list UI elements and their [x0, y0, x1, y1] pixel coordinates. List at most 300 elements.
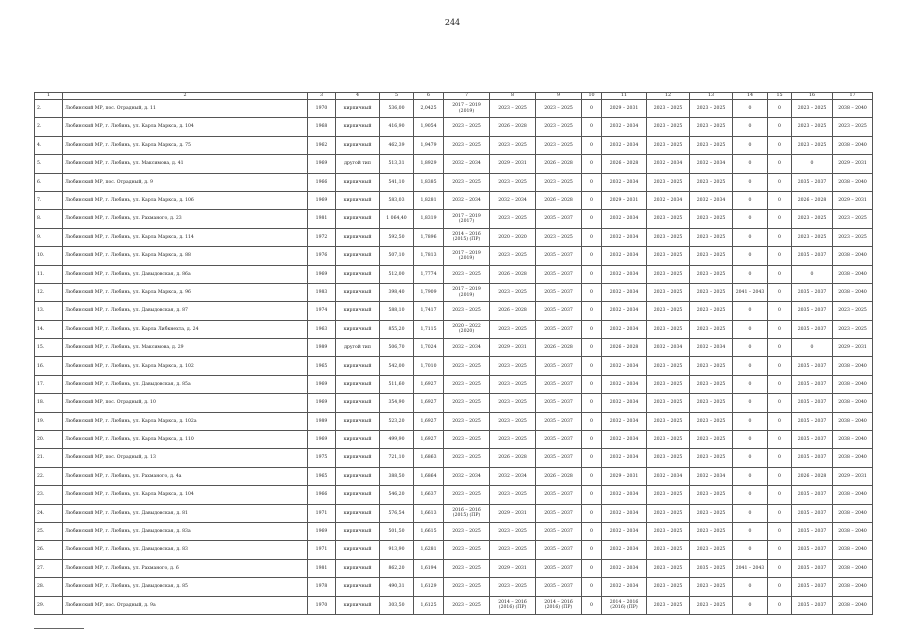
- table-cell: 22.: [35, 467, 63, 485]
- table-cell: 1981: [308, 210, 336, 228]
- table-row: [35, 228, 873, 246]
- table-cell: 2029 – 2031: [833, 191, 873, 209]
- table-cell: 1,7115: [414, 320, 444, 338]
- table-cell: 2032 – 2034: [647, 191, 690, 209]
- table-cell: 462,39: [380, 136, 414, 154]
- table-cell: 2023 – 2025: [647, 302, 690, 320]
- table-cell: 2029 – 2031: [602, 100, 647, 118]
- table-cell: 2014 – 2016 (2016) (ПР): [490, 596, 536, 614]
- table-cell: 2023 – 2025: [792, 100, 833, 118]
- table-cell: 17.: [35, 375, 63, 393]
- table-cell: 2038 – 2040: [833, 596, 873, 614]
- table-cell: 0: [768, 320, 792, 338]
- table-row: [35, 522, 873, 540]
- table-cell: 2038 – 2040: [833, 394, 873, 412]
- table-cell: Любинский МР, г. Любинь, ул. Давыдовская, д. 83а: [63, 522, 308, 540]
- table-cell: 2023 – 2025: [444, 265, 490, 283]
- table-row: [35, 302, 873, 320]
- table-cell: кирпичный: [336, 320, 380, 338]
- table-cell: 2023 – 2025: [647, 504, 690, 522]
- table-cell: Любинский МР, пос. Отрадный, д. 10: [63, 394, 308, 412]
- table-cell: кирпичный: [336, 118, 380, 136]
- table-cell: 2032 – 2034: [602, 118, 647, 136]
- table-cell: 536,00: [380, 100, 414, 118]
- table-cell: 2032 – 2034: [602, 559, 647, 577]
- table-cell: 2032 – 2034: [602, 431, 647, 449]
- table-cell: 0: [582, 578, 602, 596]
- table-cell: 0: [582, 302, 602, 320]
- table-cell: 2023 – 2025: [690, 412, 733, 430]
- table-cell: 2023 – 2025: [444, 596, 490, 614]
- table-cell: 1,8929: [414, 155, 444, 173]
- column-number-cell: 3: [308, 93, 336, 100]
- table-cell: 2017 – 2019 (2019): [444, 100, 490, 118]
- table-cell: 0: [582, 283, 602, 301]
- table-cell: 913,90: [380, 541, 414, 559]
- table-cell: 0: [582, 155, 602, 173]
- table-cell: 2035 – 2037: [536, 357, 582, 375]
- table-cell: 1965: [308, 467, 336, 485]
- table-cell: 2023 – 2025: [444, 302, 490, 320]
- table-cell: 0: [768, 155, 792, 173]
- table-cell: 0: [768, 191, 792, 209]
- table-cell: 2035 – 2037: [536, 449, 582, 467]
- table-cell: 1966: [308, 486, 336, 504]
- table-cell: 0: [768, 173, 792, 191]
- table-cell: 2032 – 2034: [602, 265, 647, 283]
- table-cell: 0: [582, 357, 602, 375]
- table-cell: 2032 – 2034: [690, 339, 733, 357]
- table-cell: 2023 – 2025: [690, 522, 733, 540]
- table-cell: 490,31: [380, 578, 414, 596]
- table-cell: 1976: [308, 247, 336, 265]
- table-cell: 2038 – 2040: [833, 486, 873, 504]
- table-cell: кирпичный: [336, 394, 380, 412]
- table-cell: 0: [768, 504, 792, 522]
- table-cell: кирпичный: [336, 412, 380, 430]
- table-cell: 2035 – 2037: [792, 394, 833, 412]
- table-cell: Любинский МР, г. Любинь, ул. Карла Маркса, д. 104: [63, 486, 308, 504]
- table-cell: 2023 – 2025: [490, 412, 536, 430]
- table-cell: 2023 – 2025: [444, 375, 490, 393]
- table-cell: 2023 – 2025: [536, 100, 582, 118]
- table-cell: 0: [582, 173, 602, 191]
- table-cell: 2032 – 2034: [602, 449, 647, 467]
- table-cell: 583,03: [380, 191, 414, 209]
- table-cell: 2023 – 2025: [647, 431, 690, 449]
- table-row: [35, 357, 873, 375]
- table-cell: 2038 – 2040: [833, 522, 873, 540]
- table-cell: 1 064,40: [380, 210, 414, 228]
- table-cell: 0: [792, 155, 833, 173]
- table-cell: 0: [582, 431, 602, 449]
- table-cell: 2023 – 2025: [444, 541, 490, 559]
- table-cell: 2029 – 2031: [602, 467, 647, 485]
- table-cell: 2035 – 2037: [536, 265, 582, 283]
- table-cell: 2014 – 2016 (2016) (ПР): [602, 596, 647, 614]
- column-number-cell: 10: [582, 93, 602, 100]
- table-cell: 2035 – 2037: [792, 596, 833, 614]
- table-cell: 2020 – 2022 (2020): [444, 320, 490, 338]
- table-cell: 1,6194: [414, 559, 444, 577]
- table-cell: 0: [768, 541, 792, 559]
- table-cell: 2026 – 2028: [490, 449, 536, 467]
- table-row: [35, 155, 873, 173]
- table-cell: 513,31: [380, 155, 414, 173]
- table-cell: 0: [733, 155, 768, 173]
- table-cell: 0: [768, 375, 792, 393]
- table-cell: 1968: [308, 118, 336, 136]
- table-cell: 2032 – 2034: [602, 394, 647, 412]
- table-cell: 2,0425: [414, 100, 444, 118]
- table-cell: кирпичный: [336, 302, 380, 320]
- table-cell: 506,70: [380, 339, 414, 357]
- table-cell: 0: [582, 449, 602, 467]
- table-row: [35, 467, 873, 485]
- table-cell: 2038 – 2040: [833, 431, 873, 449]
- table-cell: кирпичный: [336, 265, 380, 283]
- table-cell: 1,7010: [414, 357, 444, 375]
- table-cell: 0: [733, 118, 768, 136]
- table-cell: 2023 – 2025: [444, 449, 490, 467]
- table-cell: 0: [733, 578, 768, 596]
- housing-register-table: [34, 92, 873, 615]
- table-cell: 2023 – 2025: [444, 578, 490, 596]
- table-cell: 2023 – 2025: [690, 486, 733, 504]
- table-cell: 2032 – 2034: [647, 339, 690, 357]
- table-cell: 10.: [35, 247, 63, 265]
- table-cell: 0: [733, 191, 768, 209]
- table-cell: 2032 – 2034: [602, 541, 647, 559]
- table-cell: Любинский МР, г. Любинь, ул. Карла Маркса, д. 104: [63, 118, 308, 136]
- table-cell: 1,6927: [414, 375, 444, 393]
- table-cell: 1983: [308, 283, 336, 301]
- table-cell: 2035 – 2037: [792, 559, 833, 577]
- table-cell: 0: [733, 302, 768, 320]
- table-cell: 0: [768, 247, 792, 265]
- table-cell: 2026 – 2028: [792, 467, 833, 485]
- table-cell: 2026 – 2028: [602, 155, 647, 173]
- table-cell: 1,7909: [414, 283, 444, 301]
- table-cell: 2023 – 2025: [444, 412, 490, 430]
- table-cell: 1975: [308, 449, 336, 467]
- table-cell: 862,20: [380, 559, 414, 577]
- table-cell: 0: [733, 100, 768, 118]
- table-cell: кирпичный: [336, 375, 380, 393]
- table-cell: 2023 – 2025: [690, 596, 733, 614]
- table-cell: кирпичный: [336, 210, 380, 228]
- column-number-cell: 13: [690, 93, 733, 100]
- table-cell: 0: [792, 265, 833, 283]
- table-cell: 6.: [35, 173, 63, 191]
- table-cell: 2038 – 2040: [833, 412, 873, 430]
- table-cell: 2026 – 2028: [536, 467, 582, 485]
- table-cell: 2023 – 2025: [444, 357, 490, 375]
- table-cell: 2035 – 2037: [536, 431, 582, 449]
- table-cell: 0: [768, 522, 792, 540]
- table-cell: 2023 – 2025: [490, 522, 536, 540]
- table-cell: 2.: [35, 118, 63, 136]
- table-cell: 1989: [308, 339, 336, 357]
- table-cell: 2023 – 2025: [647, 541, 690, 559]
- table-cell: 2038 – 2040: [833, 265, 873, 283]
- table-cell: 2023 – 2025: [833, 210, 873, 228]
- table-cell: 2032 – 2034: [602, 412, 647, 430]
- table-cell: Любинский МР, г. Любинь, ул. Давыдовская, д. 85: [63, 578, 308, 596]
- table-cell: 1969: [308, 155, 336, 173]
- table-cell: 2032 – 2034: [490, 191, 536, 209]
- table-cell: 2041 – 2043: [733, 559, 768, 577]
- table-cell: 2041 – 2043: [733, 283, 768, 301]
- table-cell: 2023 – 2025: [490, 431, 536, 449]
- table-cell: 2023 – 2025: [490, 357, 536, 375]
- column-number-cell: 17: [833, 93, 873, 100]
- table-cell: Любинский МР, г. Любинь, ул. Карла Маркса, д. 106: [63, 191, 308, 209]
- table-cell: 2023 – 2025: [792, 136, 833, 154]
- table-cell: Любинский МР, пос. Отрадный, д. 13: [63, 449, 308, 467]
- table-row: [35, 100, 873, 118]
- table-cell: 0: [582, 247, 602, 265]
- table-cell: 9.: [35, 228, 63, 246]
- table-cell: 2023 – 2025: [536, 136, 582, 154]
- table-cell: 19.: [35, 412, 63, 430]
- table-cell: 2035 – 2037: [792, 320, 833, 338]
- table-cell: 0: [768, 228, 792, 246]
- table-cell: 0: [733, 504, 768, 522]
- table-cell: 2029 – 2031: [602, 191, 647, 209]
- table-cell: 0: [582, 467, 602, 485]
- table-row: [35, 339, 873, 357]
- table-cell: Любинский МР, пос. Отрадный, д. 9: [63, 173, 308, 191]
- table-cell: 8.: [35, 210, 63, 228]
- table-cell: 2023 – 2025: [690, 578, 733, 596]
- table-cell: 2.: [35, 100, 63, 118]
- table-cell: 2035 – 2037: [536, 541, 582, 559]
- table-cell: 0: [733, 486, 768, 504]
- table-cell: кирпичный: [336, 596, 380, 614]
- table-cell: 2026 – 2028: [602, 339, 647, 357]
- table-cell: кирпичный: [336, 504, 380, 522]
- table-cell: 2023 – 2025: [690, 283, 733, 301]
- table-cell: 546,20: [380, 486, 414, 504]
- table-cell: Любинский МР, г. Любинь, ул. Максимова, д. 29: [63, 339, 308, 357]
- table-cell: 1969: [308, 265, 336, 283]
- table-cell: кирпичный: [336, 357, 380, 375]
- table-cell: 0: [582, 412, 602, 430]
- table-cell: 2032 – 2034: [602, 136, 647, 154]
- table-row: [35, 173, 873, 191]
- table-cell: 2035 – 2037: [792, 375, 833, 393]
- table-cell: Любинский МР, г. Любинь, ул. Карла Маркса, д. 75: [63, 136, 308, 154]
- table-cell: 2038 – 2040: [833, 357, 873, 375]
- table-cell: другой тип: [336, 339, 380, 357]
- table-cell: 2038 – 2040: [833, 247, 873, 265]
- table-cell: 0: [768, 265, 792, 283]
- table-cell: 2023 – 2025: [490, 247, 536, 265]
- table-cell: 1,7774: [414, 265, 444, 283]
- table-cell: 2023 – 2025: [833, 118, 873, 136]
- table-cell: 2032 – 2034: [602, 320, 647, 338]
- table-cell: Любинский МР, пос. Отрадный, д. 9а: [63, 596, 308, 614]
- table-cell: 20.: [35, 431, 63, 449]
- table-cell: 13.: [35, 302, 63, 320]
- table-cell: 1969: [308, 375, 336, 393]
- table-cell: 2023 – 2025: [690, 394, 733, 412]
- table-cell: Любинский МР, г. Любинь, ул. Карла Маркса, д. 114: [63, 228, 308, 246]
- table-cell: 2032 – 2034: [647, 467, 690, 485]
- table-cell: 2023 – 2025: [490, 136, 536, 154]
- table-cell: 1978: [308, 578, 336, 596]
- table-cell: 2032 – 2034: [602, 522, 647, 540]
- table-cell: 0: [582, 191, 602, 209]
- table-cell: 1969: [308, 191, 336, 209]
- table-cell: 2032 – 2034: [690, 467, 733, 485]
- column-number-cell: 8: [490, 93, 536, 100]
- table-cell: кирпичный: [336, 136, 380, 154]
- table-cell: 2032 – 2034: [602, 283, 647, 301]
- table-cell: 1966: [308, 173, 336, 191]
- table-cell: 0: [582, 596, 602, 614]
- table-cell: 2035 – 2037: [536, 486, 582, 504]
- table-cell: 2016 – 2016 (2015) (ПР): [444, 504, 490, 522]
- table-cell: 2026 – 2028: [536, 339, 582, 357]
- table-row: [35, 136, 873, 154]
- table-cell: 855,20: [380, 320, 414, 338]
- table-row: [35, 559, 873, 577]
- table-cell: 2023 – 2025: [647, 522, 690, 540]
- table-cell: Любинский МР, г. Любинь, ул. Рахманого, д. 4а: [63, 467, 308, 485]
- table-cell: 0: [582, 118, 602, 136]
- table-cell: 2023 – 2025: [690, 265, 733, 283]
- table-cell: 2032 – 2034: [444, 339, 490, 357]
- table-cell: 2032 – 2034: [602, 375, 647, 393]
- table-cell: Любинский МР, г. Любинь, ул. Давыдовская, д. 86а: [63, 265, 308, 283]
- table-cell: 0: [733, 431, 768, 449]
- table-row: [35, 118, 873, 136]
- table-cell: 2023 – 2025: [536, 118, 582, 136]
- table-cell: 2038 – 2040: [833, 449, 873, 467]
- table-cell: Любинский МР, г. Любинь, ул. Карла Либкнехта, д. 24: [63, 320, 308, 338]
- table-cell: Любинский МР, пос. Отрадный, д. 11: [63, 100, 308, 118]
- table-cell: 1981: [308, 559, 336, 577]
- table-cell: 1,6927: [414, 394, 444, 412]
- footnote-line: [34, 628, 84, 629]
- table-cell: 592,50: [380, 228, 414, 246]
- table-cell: 0: [582, 486, 602, 504]
- table-cell: 0: [733, 210, 768, 228]
- table-cell: 18.: [35, 394, 63, 412]
- table-row: [35, 320, 873, 338]
- table-cell: 2023 – 2025: [690, 431, 733, 449]
- table-cell: 2032 – 2034: [602, 247, 647, 265]
- column-number-cell: 5: [380, 93, 414, 100]
- table-cell: 0: [582, 339, 602, 357]
- table-cell: 542,00: [380, 357, 414, 375]
- table-cell: кирпичный: [336, 100, 380, 118]
- table-cell: 2038 – 2040: [833, 100, 873, 118]
- table-cell: 2035 – 2037: [536, 302, 582, 320]
- page-number: 244: [444, 18, 461, 27]
- table-cell: Любинский МР, г. Любинь, ул. Давыдовская, д. 81: [63, 504, 308, 522]
- table-cell: 2023 – 2025: [444, 118, 490, 136]
- table-cell: 16.: [35, 357, 63, 375]
- table-cell: 2023 – 2025: [647, 559, 690, 577]
- column-number-cell: 4: [336, 93, 380, 100]
- table-cell: 2023 – 2025: [444, 559, 490, 577]
- table-cell: Любинский МР, г. Любинь, ул. Карла Маркса, д. 102а: [63, 412, 308, 430]
- table-cell: Любинский МР, г. Любинь, ул. Карла Маркса, д. 96: [63, 283, 308, 301]
- table-cell: кирпичный: [336, 522, 380, 540]
- table-cell: 28.: [35, 578, 63, 596]
- table-cell: кирпичный: [336, 486, 380, 504]
- table-cell: 1969: [308, 394, 336, 412]
- table-cell: 2029 – 2031: [490, 504, 536, 522]
- table-cell: 2023 – 2025: [444, 431, 490, 449]
- table-cell: 499,90: [380, 431, 414, 449]
- table-cell: 2026 – 2028: [490, 265, 536, 283]
- table-cell: 2023 – 2025: [647, 578, 690, 596]
- table-cell: 2023 – 2025: [444, 173, 490, 191]
- table-cell: 2035 – 2037: [536, 210, 582, 228]
- table-cell: 2023 – 2025: [490, 375, 536, 393]
- table-cell: 1,7896: [414, 228, 444, 246]
- table-cell: 1,6281: [414, 541, 444, 559]
- table-cell: 2035 – 2037: [792, 412, 833, 430]
- column-number-cell: 15: [768, 93, 792, 100]
- table-cell: 2023 – 2025: [690, 302, 733, 320]
- table-cell: 2035 – 2037: [536, 522, 582, 540]
- table-cell: кирпичный: [336, 578, 380, 596]
- column-number-row: [35, 93, 873, 100]
- table-cell: 0: [733, 467, 768, 485]
- table-cell: 1,9479: [414, 136, 444, 154]
- table-cell: 1971: [308, 541, 336, 559]
- table-cell: 2032 – 2034: [602, 578, 647, 596]
- table-cell: 0: [582, 541, 602, 559]
- table-cell: 2035 – 2037: [536, 320, 582, 338]
- table-cell: 0: [733, 375, 768, 393]
- table-cell: 0: [733, 339, 768, 357]
- table-cell: 398,40: [380, 283, 414, 301]
- table-cell: 541,10: [380, 173, 414, 191]
- table-cell: 4.: [35, 136, 63, 154]
- table-row: [35, 412, 873, 430]
- table-cell: 2017 – 2019 (2017): [444, 210, 490, 228]
- table-cell: 11.: [35, 265, 63, 283]
- table-cell: 2038 – 2040: [833, 541, 873, 559]
- table-cell: 2035 – 2037: [792, 486, 833, 504]
- table-cell: 2023 – 2025: [444, 394, 490, 412]
- table-cell: 2035 – 2037: [536, 394, 582, 412]
- table-cell: 2023 – 2025: [647, 118, 690, 136]
- table-cell: 588,10: [380, 302, 414, 320]
- table-cell: 2023 – 2025: [647, 486, 690, 504]
- table-cell: 27.: [35, 559, 63, 577]
- table-cell: 1,6864: [414, 467, 444, 485]
- table-cell: 2035 – 2037: [536, 247, 582, 265]
- table-cell: 25.: [35, 522, 63, 540]
- table-cell: Любинский МР, г. Любинь, ул. Давыдовская, д. 87: [63, 302, 308, 320]
- table-cell: 23.: [35, 486, 63, 504]
- table-cell: кирпичный: [336, 541, 380, 559]
- table-cell: 1,7813: [414, 247, 444, 265]
- table-cell: 2032 – 2034: [444, 467, 490, 485]
- table-row: [35, 247, 873, 265]
- table-cell: 24.: [35, 504, 63, 522]
- table-row: [35, 191, 873, 209]
- table-cell: 2035 – 2037: [792, 247, 833, 265]
- table-cell: 2023 – 2025: [647, 228, 690, 246]
